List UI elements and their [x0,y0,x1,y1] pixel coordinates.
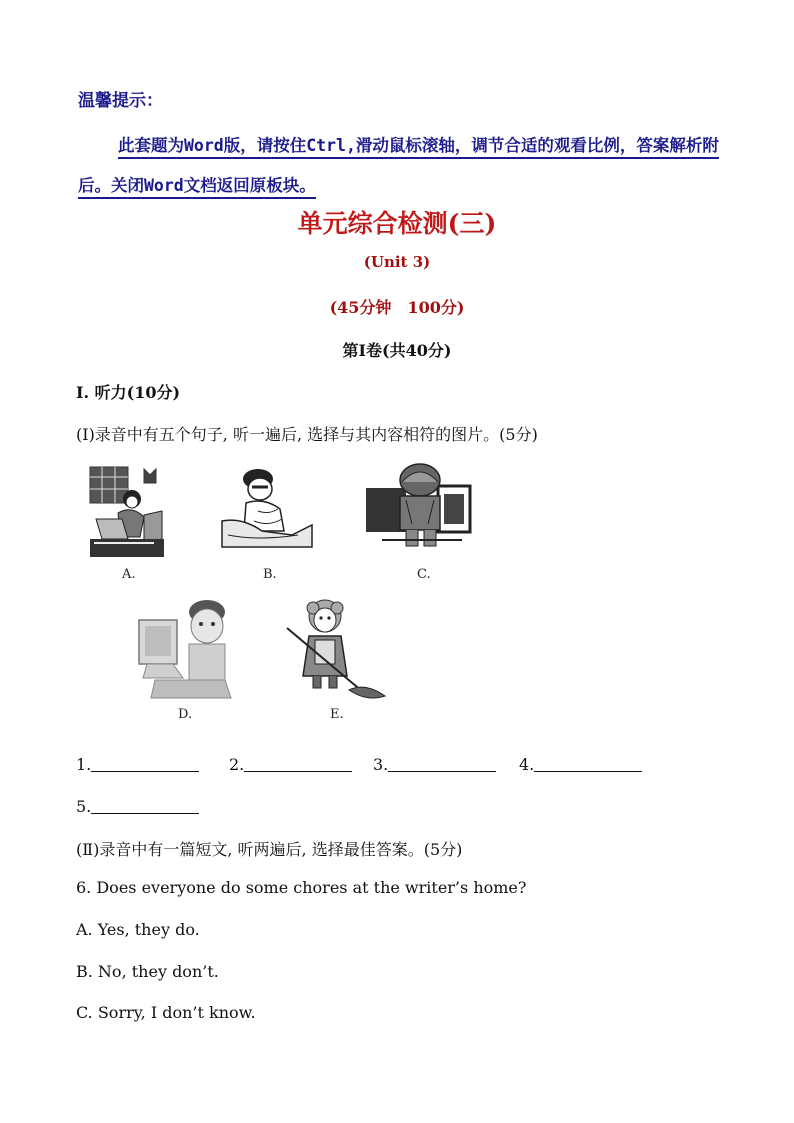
picture-c-child-making-bed [362,460,476,556]
part2-instruction: (Ⅱ)录音中有一篇短文, 听两遍后, 选择最佳答案。(5分) [76,840,463,859]
answer-blank-2[interactable] [229,755,352,774]
blank-number: 4. [519,755,535,774]
time-score-label: (45分钟 100分) [329,298,465,317]
caption-a: A. [122,567,136,582]
picture-e-girl-mopping [283,596,391,702]
picture-b-boy-washing [218,463,316,555]
option-c[interactable]: C. Sorry, I don’t know. [76,1003,256,1022]
answer-blank-4[interactable] [519,755,642,774]
caption-c: C. [417,567,431,582]
caption-b: B. [263,567,277,582]
section-heading: Ⅰ. 听力(10分) [76,383,181,402]
blank-number: 1. [76,755,92,774]
blank-line [388,755,496,772]
blank-line [91,755,199,772]
blank-number: 3. [373,755,389,774]
blank-line [534,755,642,772]
answer-blank-5[interactable] [76,797,199,816]
option-a[interactable]: A. Yes, they do. [76,920,200,939]
blank-number: 5. [76,797,92,816]
tip-title: 温馨提示： [78,91,163,111]
blank-line [91,797,199,814]
blank-line [244,755,352,772]
caption-e: E. [330,707,344,722]
unit-label: (Unit 3) [363,253,431,271]
part1-instruction: (Ⅰ)录音中有五个句子, 听一遍后, 选择与其内容相符的图片。(5分) [76,425,538,444]
part-heading: 第Ⅰ卷(共40分) [342,341,452,360]
tip-body-text: 此套题为Word版，请按住Ctrl,滑动鼠标滚轴，调节合适的观看比例，答案解析附后。关闭Word文档返回原板块。 [78,136,719,199]
question-6: 6. Does everyone do some chores at the writer’s home? [76,878,527,897]
picture-d-boy-at-computer [137,598,235,702]
caption-d: D. [178,707,193,722]
answer-blank-3[interactable] [373,755,496,774]
page-title: 单元综合检测(三) [297,209,497,238]
blank-number: 2. [229,755,245,774]
tip-body [78,126,728,206]
answer-blank-1[interactable] [76,755,199,774]
option-b[interactable]: B. No, they don’t. [76,962,219,981]
picture-a-girl-at-computer [88,463,166,559]
